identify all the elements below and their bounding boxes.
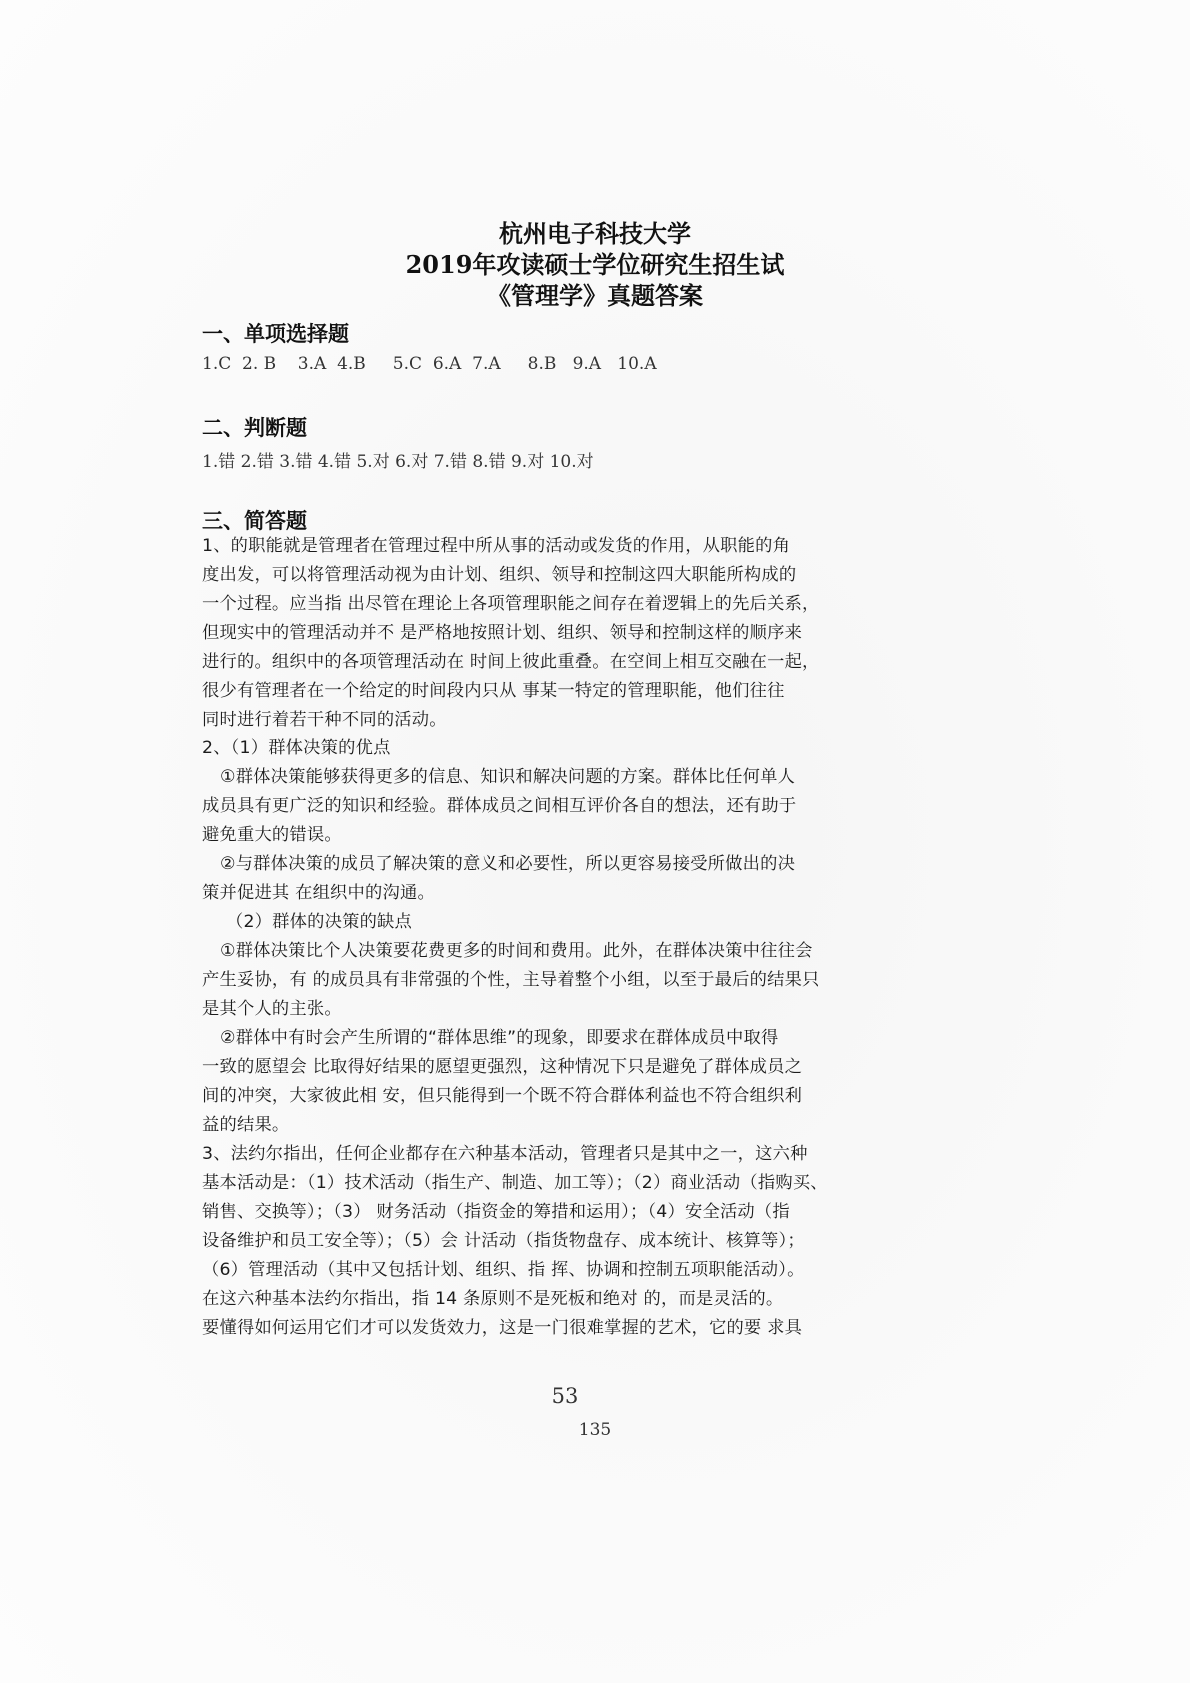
answer-line: 是其个人的主张。 xyxy=(202,999,342,1019)
answer-line: 销售、交换等）；（3） 财务活动（指资金的筹措和运用）；（4）安全活动（指 xyxy=(202,1202,790,1222)
answer-line: ②与群体决策的成员了解决策的意义和必要性，所以更容易接受所做出的决 xyxy=(220,854,796,874)
sheet-number: 135 xyxy=(578,1420,612,1440)
answer-line: 一致的愿望会 比取得好结果的愿望更强烈，这种情况下只是避免了群体成员之 xyxy=(202,1057,803,1077)
answer-line: ①群体决策比个人决策要花费更多的时间和费用。此外，在群体决策中往往会 xyxy=(220,941,813,961)
answer-line: 2、（1）群体决策的优点 xyxy=(202,738,391,758)
answer-line: 3、法约尔指出，任何企业都存在六种基本活动，管理者只是其中之一，这六种 xyxy=(202,1144,808,1164)
multiple-choice-answers: 1.C 2. B 3.A 4.B 5.C 6.A 7.A 8.B 9.A 10.A xyxy=(202,354,657,374)
answer-line: 设备维护和员工安全等）；（5）会 计活动（指货物盘存、成本统计、核算等）； xyxy=(202,1231,805,1251)
answer-line: 度出发，可以将管理活动视为由计划、组织、领导和控制这四大职能所构成的 xyxy=(202,565,797,585)
exam-title: 2019年攻读硕士学位研究生招生试 xyxy=(405,250,785,279)
answer-line: 成员具有更广泛的知识和经验。群体成员之间相互评价各自的想法，还有助于 xyxy=(202,796,797,816)
university-title: 杭州电子科技大学 xyxy=(499,219,691,248)
answer-line: 在这六种基本法约尔指出，指 14 条原则不是死板和绝对 的，而是灵活的。 xyxy=(202,1289,784,1309)
answer-line: 要懂得如何运用它们才可以发货效力，这是一门很难掌握的艺术，它的要 求具 xyxy=(202,1318,803,1338)
answer-line: 基本活动是：（1）技术活动（指生产、制造、加工等）；（2）商业活动（指购买、 xyxy=(202,1173,828,1193)
answer-line: 同时进行着若干种不同的活动。 xyxy=(202,710,447,730)
answer-line: 很少有管理者在一个给定的时间段内只从 事某一特定的管理职能，他们往往 xyxy=(202,681,785,701)
answer-line: 策并促进其 在组织中的沟通。 xyxy=(202,883,435,903)
answer-line: 避免重大的错误。 xyxy=(202,825,342,845)
answer-line: 进行的。组织中的各项管理活动在 时间上彼此重叠。在空间上相互交融在一起， xyxy=(202,652,820,672)
answer-line: ①群体决策能够获得更多的信息、知识和解决问题的方案。群体比任何单人 xyxy=(220,767,796,787)
page-number: 53 xyxy=(551,1384,579,1408)
answer-line: ②群体中有时会产生所谓的“群体思维”的现象，即要求在群体成员中取得 xyxy=(220,1028,779,1048)
true-false-answers: 1.错 2.错 3.错 4.错 5.对 6.对 7.错 8.错 9.对 10.对 xyxy=(202,452,594,472)
section-heading-multiple-choice: 一、单项选择题 xyxy=(202,322,349,346)
answer-line: 产生妥协，有 的成员具有非常强的个性，主导着整个小组，以至于最后的结果只 xyxy=(202,970,820,990)
section-heading-short-answer: 三、简答题 xyxy=(202,509,307,533)
answer-line: 益的结果。 xyxy=(202,1115,290,1135)
answer-line: 一个过程。应当指 出尽管在理论上各项管理职能之间存在着逻辑上的先后关系， xyxy=(202,594,820,614)
answer-line: （2）群体的决策的缺点 xyxy=(226,912,413,932)
answer-line: 间的冲突，大家彼此相 安，但只能得到一个既不符合群体利益也不符合组织利 xyxy=(202,1086,803,1106)
answer-line: 1、的职能就是管理者在管理过程中所从事的活动或发货的作用，从职能的角 xyxy=(202,536,791,556)
subject-title: 《管理学》真题答案 xyxy=(487,281,703,310)
section-heading-true-false: 二、判断题 xyxy=(202,416,307,440)
answer-line: （6）管理活动（其中又包括计划、组织、指 挥、协调和控制五项职能活动）。 xyxy=(202,1260,805,1280)
answer-line: 但现实中的管理活动并不 是严格地按照计划、组织、领导和控制这样的顺序来 xyxy=(202,623,803,643)
